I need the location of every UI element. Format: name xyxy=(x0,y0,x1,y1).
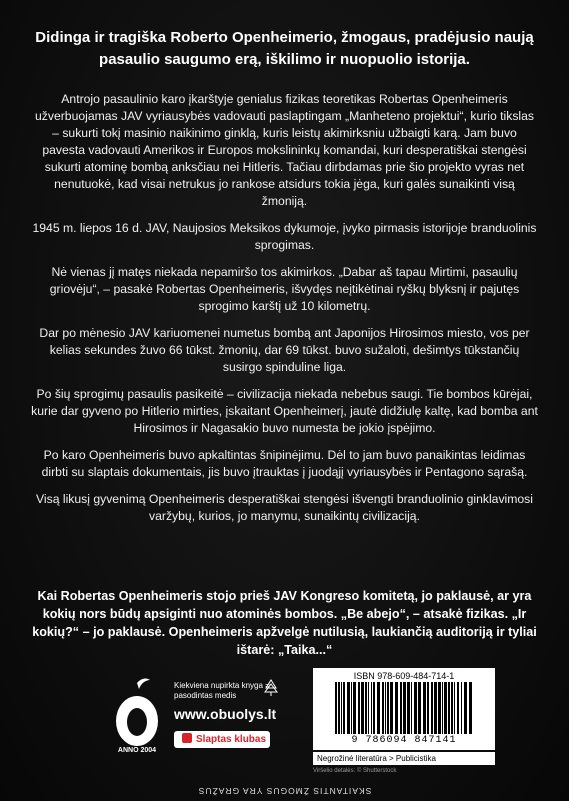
description xyxy=(30,91,539,535)
barcode-bar xyxy=(411,682,412,734)
barcode-bar xyxy=(414,682,417,734)
shop-note: Kiekviena nupirkta knyga = pasodintas medis xyxy=(174,681,270,700)
barcode-bar xyxy=(373,682,375,734)
lead-text: Didinga ir tragiška Roberto Openheimerio, žmogaus, pradėjusio naują pasaulio saugumo erą, iškilimo ir nuopuolio istorija. xyxy=(35,29,534,68)
isbn-box xyxy=(313,668,495,750)
paragraph: Po karo Openheimeris buvo apkaltintas šnipinėjimu. Dėl to jam buvo panaikintas leidimas dirbti su slaptais dokumentais, jis buvo įtrauktas į juodąjį vyriausybės ir Pentagono sąrašą. xyxy=(41,448,528,479)
barcode-bar xyxy=(335,682,337,734)
barcode-bar xyxy=(403,682,406,734)
barcode-bar xyxy=(347,682,350,734)
barcode-bar xyxy=(407,682,410,734)
anno-label: ANNO 2004 xyxy=(117,747,157,754)
website-link[interactable]: www.obuolys.lt xyxy=(174,706,277,722)
isbn-label: ISBN 978-609-484-714-1 xyxy=(353,671,455,681)
barcode-bar xyxy=(431,682,433,734)
barcode-bar xyxy=(469,682,472,734)
barcode-bar xyxy=(358,682,360,734)
tree-icon xyxy=(264,679,278,697)
barcode-bar xyxy=(385,682,386,734)
barcode-bar xyxy=(423,682,426,734)
barcode-bar xyxy=(451,682,453,734)
barcode-bar xyxy=(338,682,340,734)
barcode-bar xyxy=(371,682,372,734)
barcode-bar xyxy=(442,682,443,734)
barcode-bar xyxy=(387,682,389,734)
barcode-bar xyxy=(353,682,356,734)
barcode-bar xyxy=(395,682,398,734)
barcode-bar xyxy=(361,682,364,734)
barcode-bar xyxy=(427,682,429,734)
barcode-bar xyxy=(390,682,393,734)
footer-slogan: SKAITANTIS ŽMOGUS YRA GRAŽUS xyxy=(197,786,372,796)
gift-icon xyxy=(182,733,192,743)
barcode-bar xyxy=(454,682,455,734)
barcode-bar xyxy=(444,682,447,734)
secret-club-button[interactable] xyxy=(174,731,270,748)
barcode-bar xyxy=(400,682,402,734)
barcode-bar xyxy=(341,682,342,734)
barcode-bar xyxy=(448,682,450,734)
club-label: Slaptas klubas xyxy=(196,734,267,745)
barcode-bar xyxy=(365,682,367,734)
paragraph: Po šių sprogimų pasaulis pasikeitė – civilizacija niekada nebebus saugi. Tie bombos kūrėjai, kurie dar gyveno po Hitlerio mirties, įskaitant Openheimerį, jautė didžiulę kaltę, kad bomba ant Hirosimos ir Nagasakio buvo numesta be jokio įspėjimo. xyxy=(31,387,538,435)
barcode-icon xyxy=(333,682,475,734)
image-credit: Viršelio detalės: © Shutterstock xyxy=(313,768,397,774)
paragraph: 1945 m. liepos 16 d. JAV, Naujosios Meksikos dykumoje, įvyko pirmasis istorijoje branduolinis sprogimas. xyxy=(32,221,537,252)
barcode-bar xyxy=(464,682,467,734)
barcode-bar xyxy=(351,682,352,734)
category-label: Negrožinė literatūra > Publicistika xyxy=(313,752,495,765)
barcode-bar xyxy=(434,682,437,734)
barcode-bar xyxy=(343,682,345,734)
paragraph: Nė vienas jį matęs niekada nepamiršo tos akimirkos. „Dabar aš tapau Mirtimi, pasaulių griovėju“, – pasakė Robertas Openheimeris, išvydęs neįtikėtinai ryškų blyksnį ir pajutęs sprogimo karštį už 10 kilometrų. xyxy=(49,265,520,313)
apple-logo-icon xyxy=(112,677,162,757)
barcode-bar xyxy=(368,682,369,734)
barcode-bar xyxy=(438,682,441,734)
barcode-bar xyxy=(382,682,384,734)
paragraph: Antrojo pasaulinio karo įkarštyje genialus fizikas teoretikas Robertas Openheimeris užverbuojamas JAV vyriausybės vadovauti paslaptingam „Manheteno projektui“, kurio tikslas – sukurti tokį masinio naikinimo ginklą, kuris leistų akimirksniu užbaigti karą. Jam buvo pavesta vadovauti Amerikos ir Europos mokslininkų komandai, kuri desperatiškai stengėsi sukurti atominę bombą anksčiau nei Hitleris. Tačiau dirbdamas prie šio projekto vyras net nenutuokė, kad visai netrukus jo rankose atsidurs tokia jėga, kuri galės sunaikinti visą žmoniją. xyxy=(34,92,535,208)
barcode-digits: 9 786094 847141 xyxy=(351,735,457,746)
barcode-bar xyxy=(377,682,380,734)
paragraph: Visą likusį gyvenimą Openheimeris desperatiškai stengėsi išvengti branduolinio ginklavimosi varžybų, kurios, jo manymu, sunaikintų civilizaciją. xyxy=(35,492,533,523)
closing-text: Kai Robertas Openheimeris stojo prieš JAV Kongreso komitetą, jo paklausė, ar yra kokių nors būdų apsiginti nuo atominės bombos. „Be abejo“, – atsakė fizikas. „Ir kokių?“ – jo paklausė. Openheimeris apžvelgė nutilusią, laukiančią auditoriją ir tyliai ištarė: „Taika...“ xyxy=(32,589,537,657)
barcode-bar xyxy=(418,682,421,734)
barcode-bar xyxy=(457,682,459,734)
barcode-bar xyxy=(461,682,462,734)
paragraph: Dar po mėnesio JAV kariuomenei numetus bombą ant Japonijos Hirosimos miesto, vos per kelias sekundes žuvo 66 tūkst. žmonių, dar 69 tūkst. buvo sužaloti, dešimtys tūkstančių susirgo spinduline liga. xyxy=(39,326,530,374)
